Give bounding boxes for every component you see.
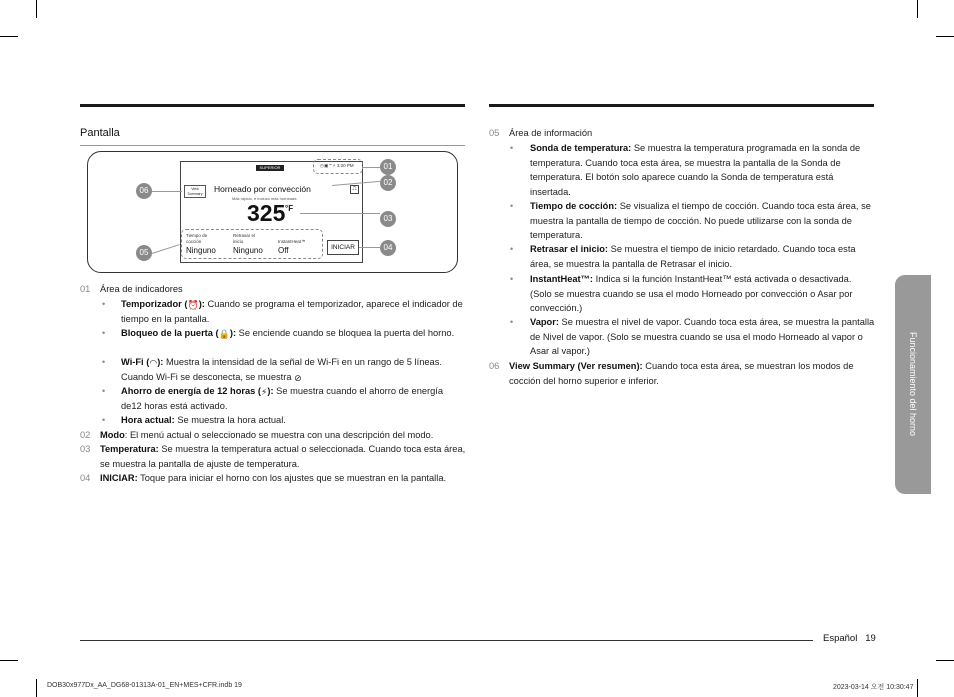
item-start: INICIAR: Toque para iniciar el horno con los ajustes que se muestran en la pantalla. (100, 473, 447, 483)
callout-01: 01 (380, 159, 396, 175)
bullet: • (102, 386, 106, 396)
bullet: • (510, 274, 514, 284)
info-bullet-steam: Vapor: Se muestra el nivel de vapor. Cuando toca esta área, se muestra la pantalla de Nivel de vapor. (Solo se muestra cuando se usa el modo Horneado al vapor o Asar al vapor.) (530, 317, 875, 356)
item-number: 04 (80, 473, 91, 483)
start-button[interactable]: INICIAR (327, 240, 359, 255)
crop-mark (0, 660, 18, 661)
page-footer (823, 633, 876, 644)
probe-icon: ⎍ (350, 185, 359, 194)
item-view-summary: View Summary (Ver resumen): Cuando toca esta área, se muestran los modos de cocción del horno superior e inferior. (509, 361, 854, 386)
temperature-value[interactable]: 325 (247, 200, 286, 226)
bullet: • (510, 143, 514, 153)
bullet: • (510, 201, 514, 211)
bullet: • (102, 357, 106, 367)
info-bullet-instantheat: InstantHeat™: Indica si la función InstantHeat™ está activada o desactivada. (Solo se muestra cuando se usa el modo Horneado por convección o Asar por convección.) (530, 274, 853, 313)
cook-time-label: Tiempo de cocción (186, 233, 208, 244)
item-number: 02 (80, 430, 91, 440)
current-time: 3:20 PM (336, 163, 354, 168)
info-bullet-probe: Sonda de temperatura: Se muestra la temperatura programada en la sonda de temperatura. Cuando toca esta área, se muestra la pantalla de la Sonda de temperatura. El botón solo aparece cuando la Sonda de temperatura está insertada. (530, 143, 861, 197)
lock-icon: ▣ (323, 163, 329, 168)
view-summary-button[interactable]: View Summary (184, 185, 206, 198)
energy-saving-icon: ⚡ (261, 387, 268, 397)
wifi-icon: ⌔ (328, 163, 333, 168)
bullet: • (102, 299, 106, 309)
indicator-bullet-energy: Ahorro de energía de 12 horas (⚡): Se muestra cuando el ahorro de energía de12 horas está activado. (121, 386, 444, 411)
info-bullet-delay: Retrasar el inicio: Se muestra el tiempo de inicio retardado. Cuando toca esta área, se muestra la pantalla de Retrasar el inicio. (530, 244, 856, 269)
chapter-tab-label: Funcionamiento del horno (908, 331, 918, 437)
section-title: Pantalla (80, 127, 120, 139)
left-header-rule (80, 104, 465, 107)
callout-06: 06 (136, 183, 152, 199)
item-title: Área de información (509, 128, 593, 138)
bullet: • (102, 328, 106, 338)
energy-icon: ⚡ (332, 163, 336, 168)
bullet: • (510, 317, 514, 327)
clock-icon: ⏰ (187, 300, 199, 310)
print-date: 2023-03-14 오전 10:30:47 (833, 684, 914, 691)
callout-02: 02 (380, 175, 396, 191)
info-bullet-cook-time: Tiempo de cocción: Se visualiza el tiempo de cocción. Cuando toca esta área, se muestra la pantalla de tiempo de cocción. No puede utilizarse con la sonda de temperatura. (530, 201, 871, 240)
cooking-mode[interactable]: Horneado por convección (214, 184, 311, 194)
delay-start-value[interactable]: Ninguno (233, 246, 263, 255)
instantheat-value[interactable]: Off (278, 246, 289, 255)
wifi-disconnected-icon: ⊘ (294, 372, 302, 383)
item-number: 03 (80, 444, 91, 454)
item-number: 06 (489, 361, 500, 371)
leader-line (359, 247, 380, 248)
temperature-unit: °F (285, 204, 294, 213)
indicator-bullet-wifi: Wi-Fi (◠): Muestra la intensidad de la señal de Wi-Fi en un rango de 5 líneas. Cuando Wi-Fi se desconecta, se muestra ⊘ (121, 357, 442, 383)
leader-line (300, 213, 380, 214)
leader-line (152, 191, 182, 192)
print-file-info: DOB30x977Dx_AA_DG68-01313A-01_EN+MES+CFR.indb 19 (47, 682, 242, 689)
bullet: • (510, 244, 514, 254)
wifi-icon: ◠ (149, 358, 158, 368)
footer-language: Español (823, 633, 858, 644)
item-title: Área de indicadores (100, 284, 183, 294)
instantheat-label: InstantHeat™ (278, 239, 306, 244)
page-number: 19 (865, 633, 876, 644)
indicator-bullet-time: Hora actual: Se muestra la hora actual. (121, 415, 286, 425)
status-bar (320, 163, 354, 169)
crop-mark (936, 36, 954, 37)
cook-time-value[interactable]: Ninguno (186, 246, 216, 255)
crop-mark (36, 0, 37, 18)
crop-mark (36, 679, 37, 697)
item-temperature: Temperatura: Se muestra la temperatura actual o seleccionada. Cuando toca esta área, se muestra la pantalla de ajuste de temperatura. (100, 444, 466, 469)
indicator-bullet-timer: Temporizador (⏰): Cuando se programa el temporizador, aparece el indicador de tiempo en la pantalla. (121, 299, 463, 324)
item-mode: Modo: El menú actual o seleccionado se muestra con una descripción del modo. (100, 430, 434, 440)
callout-03: 03 (380, 211, 396, 227)
clock-icon: ◷ (320, 163, 324, 168)
bullet: • (102, 415, 106, 425)
callout-04: 04 (380, 240, 396, 256)
right-header-rule (489, 104, 874, 107)
upper-oven-label: SUPERIOR (256, 165, 284, 171)
door-lock-icon: 🔒 (218, 329, 230, 339)
section-title-rule (80, 145, 465, 146)
crop-mark (0, 36, 18, 37)
indicator-bullet-lock: Bloqueo de la puerta (🔒): Se enciende cuando se bloquea la puerta del horno. (121, 328, 455, 339)
crop-mark (917, 0, 918, 18)
item-number: 05 (489, 128, 500, 138)
leader-line (363, 167, 380, 168)
crop-mark (936, 660, 954, 661)
delay-start-label: Retrasar el inicio (233, 233, 256, 244)
mode-description: Más rápido, e incluso más horneada (232, 196, 297, 201)
crop-mark (917, 679, 918, 697)
callout-05: 05 (136, 245, 152, 261)
footer-rule (80, 640, 813, 641)
item-number: 01 (80, 284, 91, 294)
